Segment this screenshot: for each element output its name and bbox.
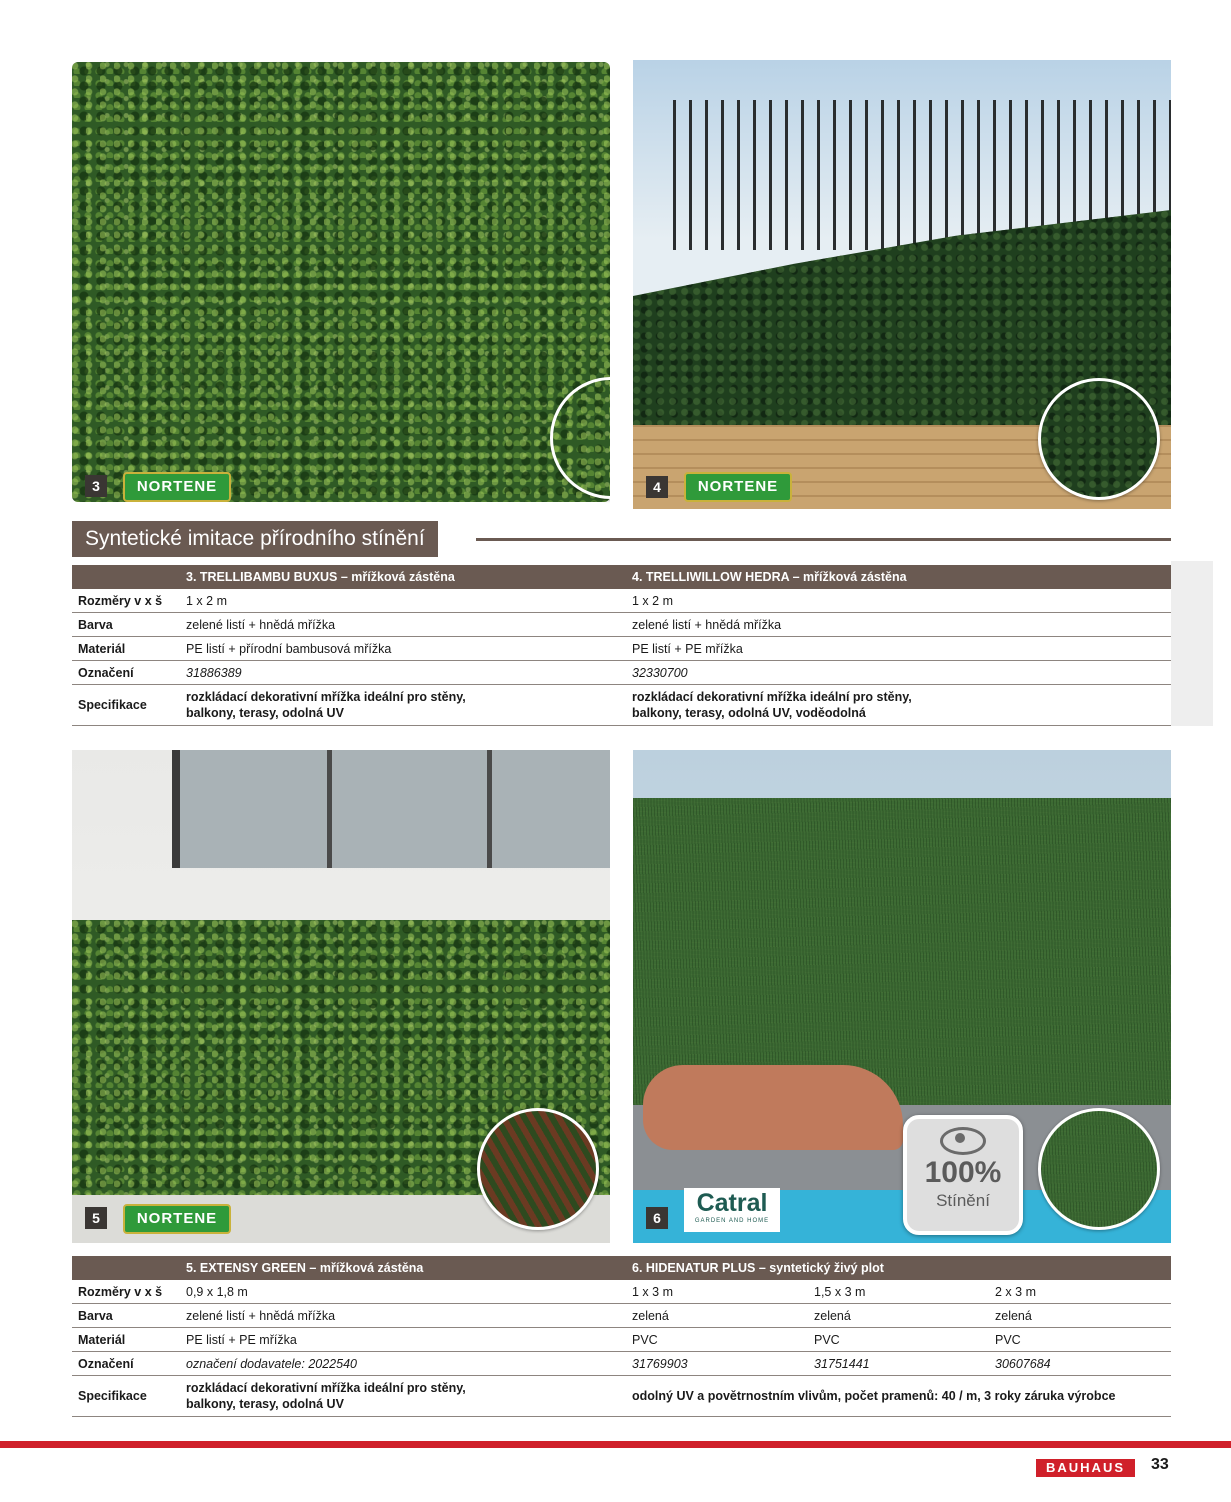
cell: zelené listí + hnědá mřížka xyxy=(626,613,1171,637)
cell: 31886389 xyxy=(180,661,626,685)
table-row xyxy=(72,1352,1171,1376)
nortene-logo-3: NORTENE xyxy=(123,472,231,502)
table-row xyxy=(72,589,1171,613)
cell xyxy=(626,685,1171,726)
cell xyxy=(180,1376,626,1417)
cell: odolný UV a povětrnostním vlivům, počet pramenů: 40 / m, 3 roky záruka výrobce xyxy=(626,1376,1171,1417)
spec-line: rozkládací dekorativní mřížka ideální pro stěny, xyxy=(186,690,466,704)
cell: 1 x 3 m xyxy=(626,1280,808,1304)
towel xyxy=(643,1065,903,1150)
cell: 1 x 2 m xyxy=(626,589,1171,613)
product-number-5: 5 xyxy=(85,1207,107,1229)
spec-line: rozkládací dekorativní mřížka ideální pro stěny, xyxy=(186,1381,466,1395)
row-label: Specifikace xyxy=(72,1376,180,1417)
row-label: Materiál xyxy=(72,1328,180,1352)
cell: 31769903 xyxy=(626,1352,808,1376)
product-4-name: 4. TRELLIWILLOW HEDRA – mřížková zástěna xyxy=(626,565,1171,589)
table-row xyxy=(72,1328,1171,1352)
spec-line: balkony, terasy, odolná UV, voděodolná xyxy=(632,706,866,720)
cell: 30607684 xyxy=(989,1352,1171,1376)
cell: zelená xyxy=(626,1304,808,1328)
catral-name: Catral xyxy=(696,1189,768,1217)
cell: zelené listí + hnědá mřížka xyxy=(180,1304,626,1328)
cell: zelené listí + hnědá mřížka xyxy=(180,613,626,637)
product-photo-4 xyxy=(633,60,1171,509)
row-label: Specifikace xyxy=(72,685,180,726)
cell: PE listí + PE mřížka xyxy=(180,1328,626,1352)
cell: označení dodavatele: 2022540 xyxy=(180,1352,626,1376)
title-rule xyxy=(476,538,1171,541)
row-label: Označení xyxy=(72,661,180,685)
product-3-name: 3. TRELLIBAMBU BUXUS – mřížková zástěna xyxy=(180,565,626,589)
badge-percent: 100% xyxy=(924,1156,1002,1189)
row-label: Rozměry v x š xyxy=(72,589,180,613)
eye-icon xyxy=(940,1127,986,1155)
detail-circle-6 xyxy=(1038,1108,1160,1230)
cell: 32330700 xyxy=(626,661,1171,685)
cell: zelená xyxy=(808,1304,989,1328)
table-row xyxy=(72,1304,1171,1328)
footer-bar xyxy=(0,1441,1231,1448)
cell: PVC xyxy=(808,1328,989,1352)
shading-badge xyxy=(903,1115,1023,1235)
page-number: 33 xyxy=(1151,1456,1169,1473)
cell: PVC xyxy=(626,1328,808,1352)
table-row xyxy=(72,613,1171,637)
row-label: Materiál xyxy=(72,637,180,661)
cell: 1 x 2 m xyxy=(180,589,626,613)
table-row xyxy=(72,1376,1171,1417)
cell: 2 x 3 m xyxy=(989,1280,1171,1304)
side-tab xyxy=(1171,561,1213,726)
spec-line: rozkládací dekorativní mřížka ideální pro stěny, xyxy=(632,690,912,704)
product-number-6: 6 xyxy=(646,1207,668,1229)
product-number-4: 4 xyxy=(646,476,668,498)
product-6-name: 6. HIDENATUR PLUS – syntetický živý plot xyxy=(626,1256,1171,1280)
table-row xyxy=(72,685,1171,726)
catral-sub: GARDEN AND HOME xyxy=(694,1218,770,1224)
window-frame xyxy=(172,750,610,868)
spec-line: balkony, terasy, odolná UV xyxy=(186,1397,344,1411)
row-label: Rozměry v x š xyxy=(72,1280,180,1304)
table-row xyxy=(72,661,1171,685)
cell: 1,5 x 3 m xyxy=(808,1280,989,1304)
product-number-3: 3 xyxy=(85,475,107,497)
catral-logo xyxy=(684,1188,780,1232)
cell xyxy=(180,685,626,726)
spec-table-1 xyxy=(72,565,1171,726)
table-header xyxy=(72,1256,1171,1280)
row-label: Označení xyxy=(72,1352,180,1376)
detail-circle-5 xyxy=(477,1108,599,1230)
nortene-logo-4: NORTENE xyxy=(684,472,792,502)
spec-line: balkony, terasy, odolná UV xyxy=(186,706,344,720)
table-header xyxy=(72,565,1171,589)
spec-table-2 xyxy=(72,1256,1171,1417)
cell: PE listí + přírodní bambusová mřížka xyxy=(180,637,626,661)
cell: PE listí + PE mřížka xyxy=(626,637,1171,661)
cell: 0,9 x 1,8 m xyxy=(180,1280,626,1304)
row-label: Barva xyxy=(72,613,180,637)
row-label: Barva xyxy=(72,1304,180,1328)
cell: PVC xyxy=(989,1328,1171,1352)
product-5-name: 5. EXTENSY GREEN – mřížková zástěna xyxy=(180,1256,626,1280)
product-photo-5 xyxy=(72,750,610,1243)
cell: zelená xyxy=(989,1304,1171,1328)
bauhaus-logo: BAUHAUS xyxy=(1036,1459,1135,1477)
product-photo-3 xyxy=(72,52,610,508)
badge-label: Stínění xyxy=(936,1191,990,1210)
detail-circle-4 xyxy=(1038,378,1160,500)
nortene-logo-5: NORTENE xyxy=(123,1204,231,1234)
product-photo-6 xyxy=(633,750,1171,1243)
table-row xyxy=(72,637,1171,661)
cell: 31751441 xyxy=(808,1352,989,1376)
section-title: Syntetické imitace přírodního stínění xyxy=(72,521,438,557)
table-row xyxy=(72,1280,1171,1304)
